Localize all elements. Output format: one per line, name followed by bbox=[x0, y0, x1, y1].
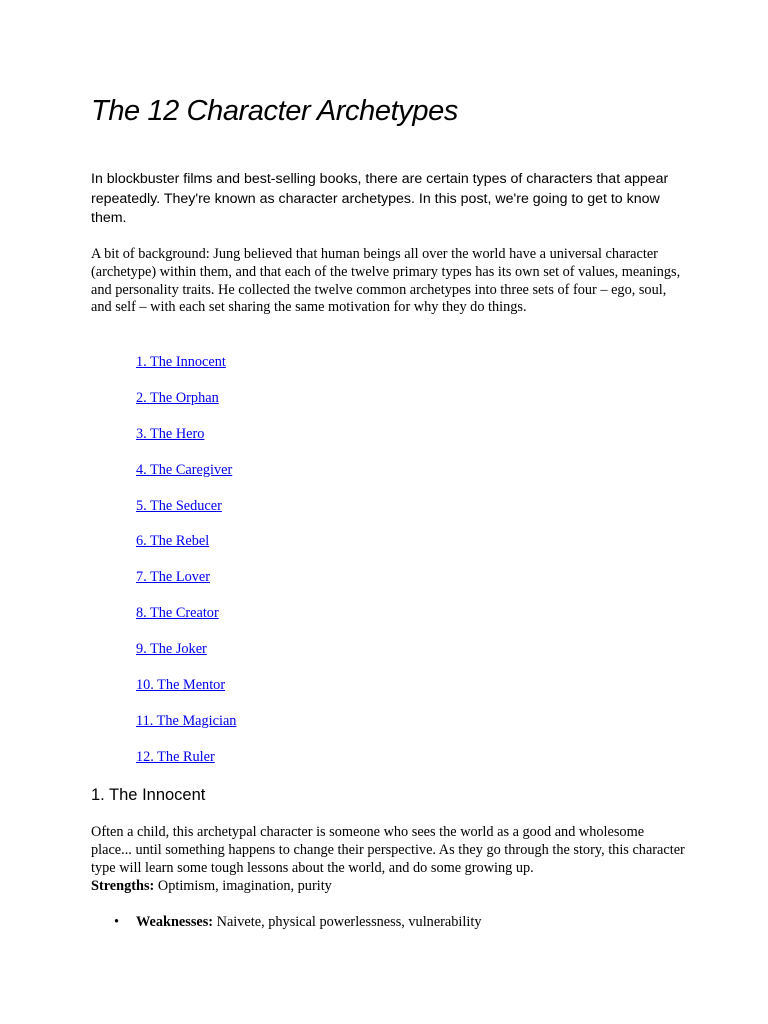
section-body-text: Often a child, this archetypal character is someone who sees the world as a good and wholesome place... until something happens to change their perspective. As they go through the story, this character type will learn some tough lessons about the world, and do some growing up. bbox=[91, 824, 685, 876]
toc-item bbox=[136, 461, 236, 497]
toc-link-orphan[interactable]: 2. The Orphan bbox=[136, 389, 219, 406]
table-of-contents bbox=[136, 353, 236, 784]
bullet-icon: • bbox=[114, 914, 120, 930]
page-title: The 12 Character Archetypes bbox=[91, 95, 458, 127]
toc-link-lover[interactable]: 7. The Lover bbox=[136, 569, 210, 586]
toc-item bbox=[136, 568, 236, 604]
toc-link-hero[interactable]: 3. The Hero bbox=[136, 425, 205, 442]
toc-item bbox=[136, 353, 236, 389]
toc-item bbox=[136, 389, 236, 425]
traits-list bbox=[114, 913, 482, 931]
section-paragraph bbox=[91, 823, 686, 895]
toc-item bbox=[136, 425, 236, 461]
toc-item bbox=[136, 748, 236, 784]
section-heading: 1. The Innocent bbox=[91, 786, 206, 804]
toc-link-seducer[interactable]: 5. The Seducer bbox=[136, 497, 222, 514]
toc-item bbox=[136, 497, 236, 533]
weaknesses-label: Weaknesses: bbox=[136, 914, 214, 930]
toc-link-ruler[interactable]: 12. The Ruler bbox=[136, 748, 215, 765]
strengths-label: Strengths: bbox=[91, 878, 155, 894]
list-item bbox=[114, 913, 482, 931]
background-paragraph: A bit of background: Jung believed that human beings all over the world have a universal character (archetype) within them, and that each of the twelve primary types has its own set of values, meanings, and personality traits. He collected the twelve common archetypes into three sets of four – ego, soul, and self – with each set sharing the same motivation for why they do things. bbox=[91, 246, 681, 316]
toc-link-mentor[interactable]: 10. The Mentor bbox=[136, 677, 226, 694]
toc-item bbox=[136, 532, 236, 568]
toc-item bbox=[136, 712, 236, 748]
toc-link-rebel[interactable]: 6. The Rebel bbox=[136, 533, 210, 550]
weaknesses-value: Naivete, physical powerlessness, vulnerability bbox=[216, 914, 482, 930]
toc-item bbox=[136, 676, 236, 712]
toc-link-magician[interactable]: 11. The Magician bbox=[136, 712, 237, 729]
strengths-value: Optimism, imagination, purity bbox=[157, 878, 332, 894]
intro-paragraph: In blockbuster films and best-selling books, there are certain types of characters that appear repeatedly. They're known as character archetypes. In this post, we're going to get to know them. bbox=[91, 171, 669, 226]
toc-item bbox=[136, 604, 236, 640]
toc-link-innocent[interactable]: 1. The Innocent bbox=[136, 354, 226, 370]
toc-link-joker[interactable]: 9. The Joker bbox=[136, 641, 207, 658]
toc-link-caregiver[interactable]: 4. The Caregiver bbox=[136, 461, 233, 478]
toc-link-creator[interactable]: 8. The Creator bbox=[136, 605, 219, 622]
toc-item bbox=[136, 640, 236, 676]
